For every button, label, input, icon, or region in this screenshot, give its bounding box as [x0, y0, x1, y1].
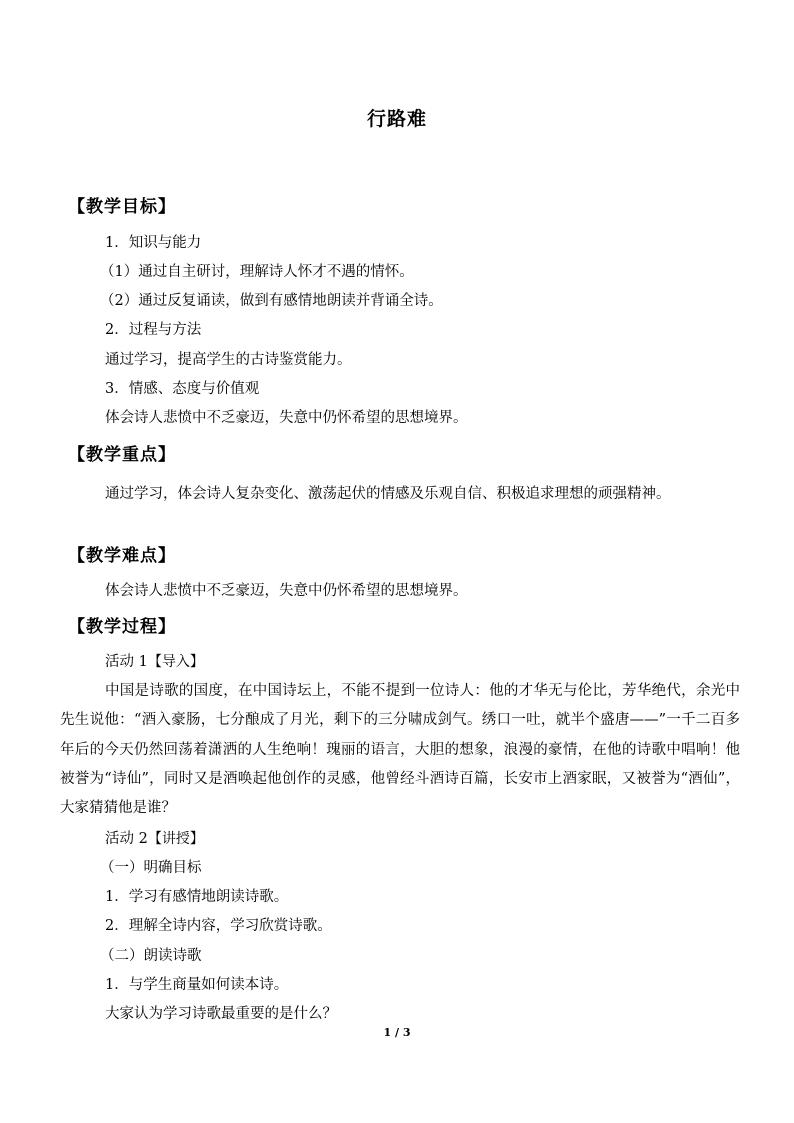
page-number: 1 / 3	[383, 1026, 411, 1039]
section-heading-goals: 【教学目标】	[68, 197, 176, 217]
goals-item-2: 2．过程与方法	[105, 322, 202, 338]
page-title: 行路难	[366, 108, 427, 130]
activity-2-number: 活动 2	[105, 831, 148, 847]
section-heading-difficulties: 【教学难点】	[68, 546, 176, 566]
goals-item-1a: （1）通过自主研讨，理解诗人怀才不遇的情怀。	[100, 264, 414, 280]
activity-1-number: 活动 1	[105, 654, 148, 670]
activity-2-tag: 【讲授】	[147, 831, 204, 847]
difficulties-text: 体会诗人悲愤中不乏豪迈，失意中仍怀希望的思想境界。	[105, 583, 468, 599]
goals-item-3-text: 体会诗人悲愤中不乏豪迈，失意中仍怀希望的思想境界。	[105, 410, 468, 426]
activity-1-label	[105, 652, 204, 672]
activity-1-text: 中国是诗歌的国度，在中国诗坛上，不能不提到一位诗人：他的才华无与伦比，芳华绝代，余光中先生说他：“酒入豪肠，七分酿成了月光，剩下的三分啸成剑气。绣口一吐，就半个盛唐——”一千二百多年后的今天仍然回荡着潇洒的人生绝响！瑰丽的语言，大胆的想象，浪漫的豪情，在他的诗歌中唱响！他被誉为“诗仙”，同时又是酒唤起他创作的灵感，他曾经斗酒诗百篇，长安市上酒家眠，又被誉为“酒仙”，大家猜猜他是谁？	[60, 683, 740, 817]
goals-item-1: 1．知识与能力	[105, 235, 202, 251]
subsection-1-heading: （一）明确目标	[100, 860, 202, 876]
section-heading-key-points: 【教学重点】	[68, 445, 176, 465]
section-heading-process: 【教学过程】	[68, 617, 176, 637]
goals-item-3: 3．情感、态度与价值观	[105, 381, 260, 397]
goals-item-2-text: 通过学习，提高学生的古诗鉴赏能力。	[105, 352, 352, 368]
question-text: 大家认为学习诗歌最重要的是什么？	[105, 1006, 337, 1022]
activity-2-label	[105, 829, 204, 849]
activity-1-tag: 【导入】	[147, 654, 204, 670]
subsection-1-item-2: 2．理解全诗内容，学习欣赏诗歌。	[105, 918, 332, 934]
subsection-2-item-1: 1．与学生商量如何读本诗。	[105, 977, 289, 993]
subsection-1-item-1: 1．学习有感情地朗读诗歌。	[105, 889, 289, 905]
key-points-text: 通过学习，体会诗人复杂变化、激荡起伏的情感及乐观自信、积极追求理想的顽强精神。	[105, 486, 671, 502]
subsection-2-heading: （二）朗读诗歌	[100, 948, 202, 964]
goals-item-1b: （2）通过反复诵读，做到有感情地朗读并背诵全诗。	[100, 293, 443, 309]
